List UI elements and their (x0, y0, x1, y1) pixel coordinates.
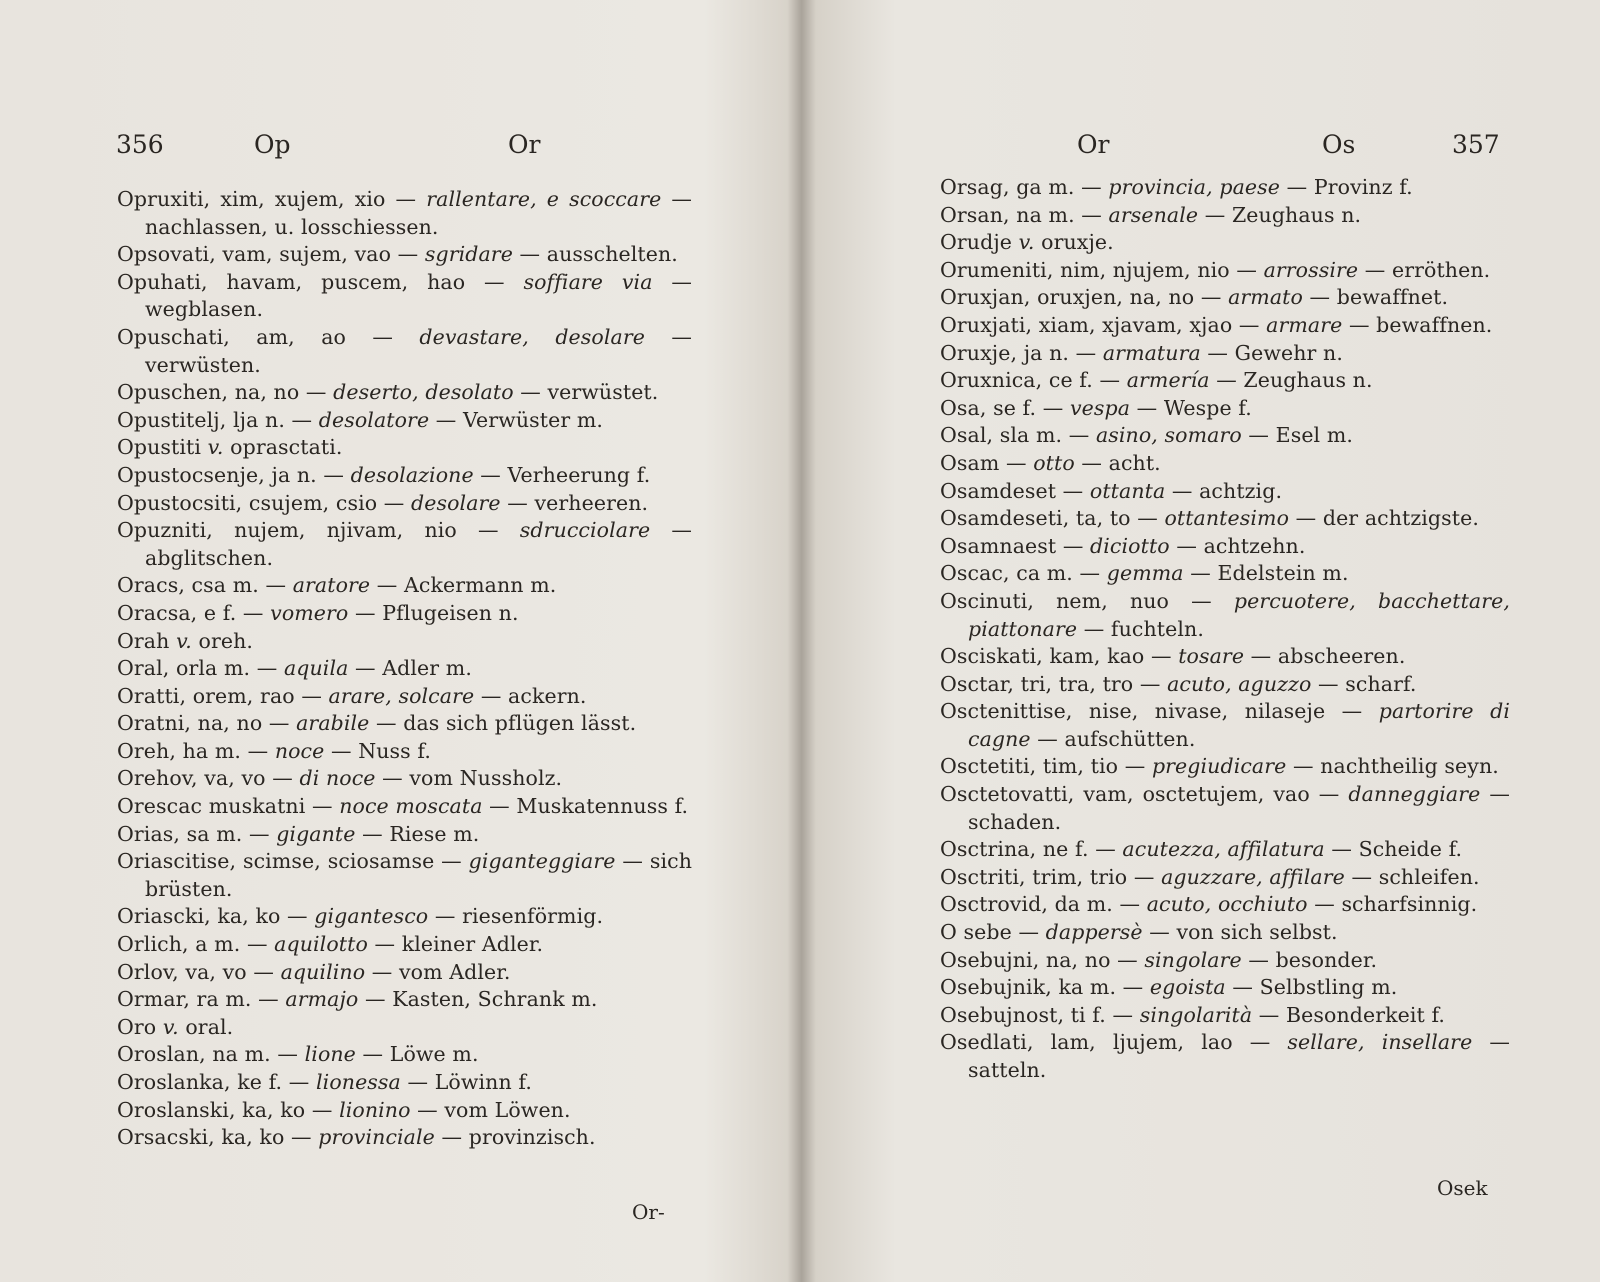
entry-headword: Osamdeset — (940, 478, 1090, 503)
entry-german: — schleifen. (1344, 864, 1480, 889)
entry-headword: Opustocsiti, csujem, csio — (117, 490, 412, 515)
dictionary-entry (940, 174, 1510, 202)
entry-headword: Oratti, orem, rao — (117, 683, 329, 708)
entry-italian: aratore (292, 573, 371, 598)
dictionary-entry (117, 931, 692, 959)
entry-german: oruxje. (1034, 230, 1114, 255)
entry-headword: Ormar, ra m. — (117, 987, 286, 1012)
entry-headword: Osebujnost, ti f. — (940, 1002, 1140, 1027)
entry-italian: desolazione (350, 462, 474, 487)
dictionary-entry (940, 947, 1510, 975)
entry-italian: desolatore (318, 407, 430, 432)
entry-german: — abglitschen. (145, 518, 692, 570)
entry-german: — fuchteln. (1077, 616, 1204, 641)
dictionary-entry (940, 422, 1510, 450)
dictionary-entry (940, 836, 1510, 864)
entry-headword: Osctrovid, da m. — (940, 892, 1147, 917)
entry-italian: armería (1126, 368, 1210, 393)
entry-italian: egoista (1149, 975, 1226, 1000)
entry-german: — Zeughaus n. (1198, 202, 1362, 227)
entry-german: — nachlassen, u. losschiessen. (145, 187, 693, 239)
dictionary-entry (940, 478, 1510, 506)
entry-italian: lione (304, 1042, 356, 1067)
entry-italian: gigantesco (314, 904, 429, 929)
entry-italian: devastare, desolare (419, 324, 645, 349)
entry-italian: singolare (1144, 947, 1242, 972)
entry-german: — Zeughaus n. (1209, 368, 1373, 393)
entry-german: — Edelstein m. (1183, 561, 1349, 586)
entry-italian: arsenale (1108, 202, 1199, 227)
entry-german: — Löwinn f. (400, 1070, 532, 1094)
entry-headword: Opuzniti, nujem, njivam, nio — (117, 518, 520, 543)
entry-german: — Esel m. (1241, 423, 1353, 448)
dictionary-entry (940, 533, 1510, 561)
entry-italian: provincia, paese (1108, 175, 1280, 199)
entry-headword: Orumeniti, nim, njujem, nio — (940, 257, 1264, 282)
entry-headword: Orlich, a m. — (117, 932, 275, 957)
entry-headword: Oroslan, na m. — (117, 1042, 305, 1067)
entry-german: — Wespe f. (1130, 395, 1252, 420)
entry-headword: Osamdeseti, ta, to — (940, 506, 1165, 531)
entry-italian: aquilotto (274, 932, 368, 957)
dictionary-entry (117, 710, 692, 738)
entry-headword: Osctetiti, tim, tio — (940, 754, 1152, 779)
entry-german: — Selbstling m. (1225, 975, 1398, 1000)
entry-headword: Oroslanka, ke f. — (117, 1070, 317, 1094)
entry-headword: Oruxje, ja n. — (940, 340, 1103, 365)
entry-german: — Nuss f. (324, 738, 431, 763)
catchword: Osek (1437, 1176, 1488, 1200)
entry-italian: di noce (299, 766, 376, 791)
entry-german: — Provinz f. (1280, 175, 1413, 199)
dictionary-entry (940, 450, 1510, 478)
entry-german: — Pflugeisen n. (348, 600, 519, 625)
dictionary-entry (940, 284, 1510, 312)
entry-italian: sdrucciolare (519, 518, 651, 543)
entry-headword: Orah (117, 628, 177, 653)
dictionary-entry (117, 379, 692, 407)
dictionary-entry (117, 628, 692, 656)
entry-headword: Oro (117, 1014, 163, 1039)
dictionary-entry (940, 340, 1510, 368)
entry-italian: v. (207, 435, 224, 460)
entry-headword: Oruxjati, xiam, xjavam, xjao — (940, 312, 1267, 337)
entry-headword: Osa, se f. — (940, 395, 1070, 420)
entry-italian: lionessa (316, 1070, 401, 1094)
dictionary-entry (117, 241, 692, 269)
entry-italian: armare (1266, 312, 1343, 337)
dictionary-entry (117, 959, 692, 987)
entry-headword: Oracs, csa m. — (117, 573, 293, 598)
entry-german: — aufschütten. (1030, 726, 1196, 751)
dictionary-entry (117, 517, 692, 572)
entry-headword: Osebujnik, ka m. — (940, 975, 1150, 1000)
entry-italian: otto (1033, 450, 1075, 475)
entry-italian: sgridare (424, 242, 513, 267)
entry-headword: Osedlati, lam, ljujem, lao — (940, 1030, 1288, 1055)
entry-italian: lionino (339, 1097, 411, 1122)
entry-german: — vom Löwen. (410, 1097, 571, 1122)
entry-headword: Oreh, ha m. — (117, 738, 275, 763)
page-number: 356 (116, 130, 164, 159)
entry-german: — verheeren. (500, 490, 649, 515)
entry-german: — acht. (1074, 450, 1161, 475)
entry-headword: Opuhati, havam, puscem, hao — (117, 269, 524, 294)
entry-german: — Löwe m. (355, 1042, 479, 1067)
entry-german: — scharf. (1311, 671, 1417, 696)
entry-headword: Opruxiti, xim, xujem, xio — (117, 187, 427, 211)
dictionary-entry (940, 643, 1510, 671)
entry-headword: Osctar, tri, tra, tro — (940, 671, 1168, 696)
page-number: 357 (1452, 130, 1500, 159)
entry-headword: Oriascki, ka, ko — (117, 904, 315, 929)
entry-german: oprasctati. (223, 435, 343, 460)
entry-italian: ottanta (1089, 478, 1166, 503)
dictionary-entry (117, 655, 692, 683)
dictionary-entry (117, 821, 692, 849)
entry-german: — Verheerung f. (473, 462, 651, 487)
right-page-header (922, 130, 1522, 170)
dictionary-entry (940, 1029, 1510, 1084)
entry-headword: Oruxnica, ce f. — (940, 368, 1127, 393)
entry-german: — nachtheilig seyn. (1286, 754, 1499, 779)
entry-headword: Orsacski, ka, ko — (117, 1125, 319, 1150)
entry-headword: Oroslanski, ka, ko — (117, 1097, 340, 1122)
entry-headword: Orias, sa m. — (117, 821, 277, 846)
entry-german: — besonder. (1241, 947, 1378, 972)
entry-german: — verwüsten. (145, 324, 692, 377)
entry-italian: aquilino (280, 959, 366, 984)
entry-italian: armato (1228, 285, 1303, 310)
dictionary-entry (117, 986, 692, 1014)
dictionary-entry (940, 202, 1510, 230)
entry-italian: arare, solcare (328, 683, 475, 708)
entry-german: — Riese m. (355, 821, 480, 846)
dictionary-entry (117, 600, 692, 628)
left-page-header (116, 130, 716, 170)
entry-german: — Verwüster m. (429, 407, 603, 432)
entry-german: — Ackermann m. (370, 573, 557, 598)
dictionary-entry (117, 490, 692, 518)
dictionary-entry (940, 974, 1510, 1002)
entry-headword: Osamnaest — (940, 533, 1091, 558)
entry-german: — provinzisch. (434, 1125, 596, 1150)
entry-german: — der achtzigste. (1289, 506, 1479, 531)
dictionary-entry (940, 229, 1510, 257)
entry-italian: acutezza, affilatura (1122, 837, 1325, 862)
entry-german: — Besonderkeit f. (1252, 1002, 1446, 1027)
entry-headword: Oral, orla m. — (117, 656, 284, 681)
dictionary-entry (940, 698, 1510, 753)
dictionary-entry (940, 312, 1510, 340)
entry-italian: acuto, aguzzo (1167, 671, 1312, 696)
right-entries (940, 174, 1510, 1085)
entry-german: — verwüstet. (513, 380, 659, 405)
entry-german: — das sich pflügen lässt. (369, 711, 637, 736)
entry-italian: arrossire (1263, 257, 1359, 282)
dictionary-entry (940, 560, 1510, 588)
entry-german: — Kasten, Schrank m. (358, 987, 598, 1012)
dictionary-entry (940, 864, 1510, 892)
dictionary-entry (117, 683, 692, 711)
entry-headword: Osctriti, trim, trio — (940, 864, 1162, 889)
entry-headword: Osctenittise, nise, nivase, nilaseje — (940, 699, 1379, 724)
entry-italian: gemma (1106, 561, 1184, 586)
entry-headword: Opuschen, na, no — (117, 380, 334, 405)
entry-italian: noce (274, 738, 325, 763)
entry-italian: provinciale (318, 1125, 435, 1150)
entry-headword: Orsan, na m. — (940, 202, 1109, 227)
entry-italian: aguzzare, affilare (1161, 864, 1345, 889)
entry-italian: dappersè (1045, 920, 1143, 945)
entry-headword: Oriascitise, scimse, sciosamse — (117, 849, 469, 874)
dictionary-entry (940, 505, 1510, 533)
entry-italian: tosare (1178, 644, 1245, 669)
entry-italian: v. (176, 628, 192, 653)
running-head-right: Or (508, 130, 541, 159)
left-entries (117, 186, 692, 1152)
dictionary-entry (940, 1002, 1510, 1030)
entry-headword: Orescac muskatni — (117, 794, 340, 819)
dictionary-entry (940, 671, 1510, 699)
entry-german: — bewaffnen. (1342, 312, 1493, 337)
entry-headword: Opsovati, vam, sujem, vao — (117, 242, 425, 267)
entry-headword: O sebe — (940, 920, 1046, 945)
entry-german: — sich brüsten. (145, 849, 692, 901)
entry-italian: diciotto (1090, 533, 1170, 558)
entry-headword: Oscac, ca m. — (940, 561, 1107, 586)
entry-german: — schaden. (968, 782, 1510, 834)
entry-german: — Adler m. (348, 656, 472, 681)
dictionary-entry (117, 572, 692, 600)
entry-german: — satteln. (968, 1030, 1510, 1082)
dictionary-entry (117, 434, 692, 462)
entry-german: — Scheide f. (1324, 837, 1463, 862)
entry-headword: Osebujni, na, no — (940, 947, 1145, 972)
entry-german: — riesenförmig. (428, 904, 604, 929)
running-head-left: Or (1077, 130, 1110, 159)
right-page (812, 0, 1600, 1282)
entry-german: — wegblasen. (145, 269, 692, 322)
entry-italian: singolarità (1139, 1002, 1253, 1027)
entry-italian: giganteggiare (468, 849, 616, 874)
dictionary-entry (117, 1041, 692, 1069)
entry-headword: Oruxjan, oruxjen, na, no — (940, 285, 1229, 310)
entry-headword: Osam — (940, 450, 1034, 475)
entry-italian: rallentare, e scoccare (426, 187, 662, 211)
entry-german: — Muskatennuss f. (482, 794, 689, 819)
entry-headword: Oracsa, e f. — (117, 600, 271, 625)
dictionary-entry (117, 1124, 692, 1152)
entry-italian: armajo (285, 987, 359, 1012)
entry-german: — Gewehr n. (1200, 340, 1343, 365)
entry-headword: Opustocsenje, ja n. — (117, 462, 351, 487)
entry-italian: partorire di cagne (968, 699, 1510, 751)
running-head-right: Os (1322, 130, 1356, 159)
entry-italian: sellare, insellare (1287, 1030, 1473, 1055)
dictionary-entry (117, 407, 692, 435)
dictionary-entry (940, 588, 1510, 643)
entry-italian: pregiudicare (1151, 754, 1287, 779)
dictionary-entry (117, 1069, 692, 1097)
dictionary-entry (117, 848, 692, 903)
entry-italian: acuto, occhiuto (1146, 892, 1308, 917)
dictionary-entry (117, 324, 692, 379)
entry-italian: danneggiare (1348, 782, 1481, 807)
dictionary-entry (940, 257, 1510, 285)
running-head-left: Op (254, 130, 291, 159)
dictionary-entry (117, 1097, 692, 1125)
entry-headword: Osctetovatti, vam, osctetujem, vao — (940, 782, 1349, 807)
entry-headword: Oscinuti, nem, nuo — (940, 588, 1234, 613)
entry-german: — abscheeren. (1244, 644, 1406, 669)
entry-italian: ottantesimo (1164, 506, 1290, 531)
entry-headword: Orsag, ga m. — (940, 175, 1109, 199)
dictionary-entry (940, 891, 1510, 919)
dictionary-entry (117, 903, 692, 931)
dictionary-entry (940, 919, 1510, 947)
entry-italian: asino, somaro (1095, 423, 1242, 448)
entry-german: — bewaffnet. (1302, 285, 1449, 310)
entry-italian: vespa (1069, 395, 1131, 420)
entry-headword: Opuschati, am, ao — (117, 324, 420, 349)
dictionary-entry (117, 462, 692, 490)
entry-italian: vomero (270, 600, 349, 625)
entry-german: — von sich selbst. (1142, 920, 1338, 945)
entry-german: — scharfsinnig. (1307, 892, 1478, 917)
entry-headword: Osctrina, ne f. — (940, 837, 1123, 862)
entry-headword: Osal, sla m. — (940, 423, 1096, 448)
dictionary-entry (940, 367, 1510, 395)
dictionary-entry (940, 781, 1510, 836)
entry-german: — erröthen. (1358, 257, 1491, 282)
entry-german: — vom Nussholz. (375, 766, 563, 791)
dictionary-entry (940, 753, 1510, 781)
entry-italian: noce moscata (339, 794, 483, 819)
entry-italian: aquila (283, 656, 349, 681)
entry-headword: Oratni, na, no — (117, 711, 297, 736)
entry-italian: soffiare via (523, 269, 653, 294)
catchword: Or- (632, 1200, 665, 1224)
entry-headword: Osciskati, kam, kao — (940, 644, 1179, 669)
dictionary-entry (117, 793, 692, 821)
dictionary-entry (117, 269, 692, 324)
entry-german: — ausschelten. (512, 242, 678, 267)
entry-headword: Orlov, va, vo — (117, 959, 281, 984)
entry-headword: Orehov, va, vo — (117, 766, 300, 791)
entry-german: oreh. (191, 628, 254, 653)
dictionary-entry (940, 395, 1510, 423)
dictionary-entry (117, 738, 692, 766)
entry-german: — vom Adler. (365, 959, 511, 984)
dictionary-entry (117, 186, 692, 241)
entry-italian: percuotere, bacchettare, piattonare (968, 588, 1510, 641)
entry-headword: Opustiti (117, 435, 208, 460)
entry-italian: arabile (296, 711, 370, 736)
entry-italian: armatura (1102, 340, 1201, 365)
entry-german: — ackern. (474, 683, 587, 708)
entry-german: — achtzig. (1165, 478, 1283, 503)
entry-italian: desolare (411, 490, 501, 515)
entry-italian: v. (1018, 230, 1035, 255)
entry-headword: Orudje (940, 230, 1019, 255)
entry-italian: gigante (276, 821, 356, 846)
entry-headword: Opustitelj, lja n. — (117, 407, 319, 432)
entry-italian: v. (162, 1014, 179, 1039)
dictionary-entry (117, 765, 692, 793)
entry-german: — kleiner Adler. (367, 932, 544, 957)
entry-german: oral. (178, 1014, 234, 1039)
entry-german: — achtzehn. (1169, 533, 1306, 558)
dictionary-entry (117, 1014, 692, 1042)
entry-italian: deserto, desolato (333, 380, 514, 405)
